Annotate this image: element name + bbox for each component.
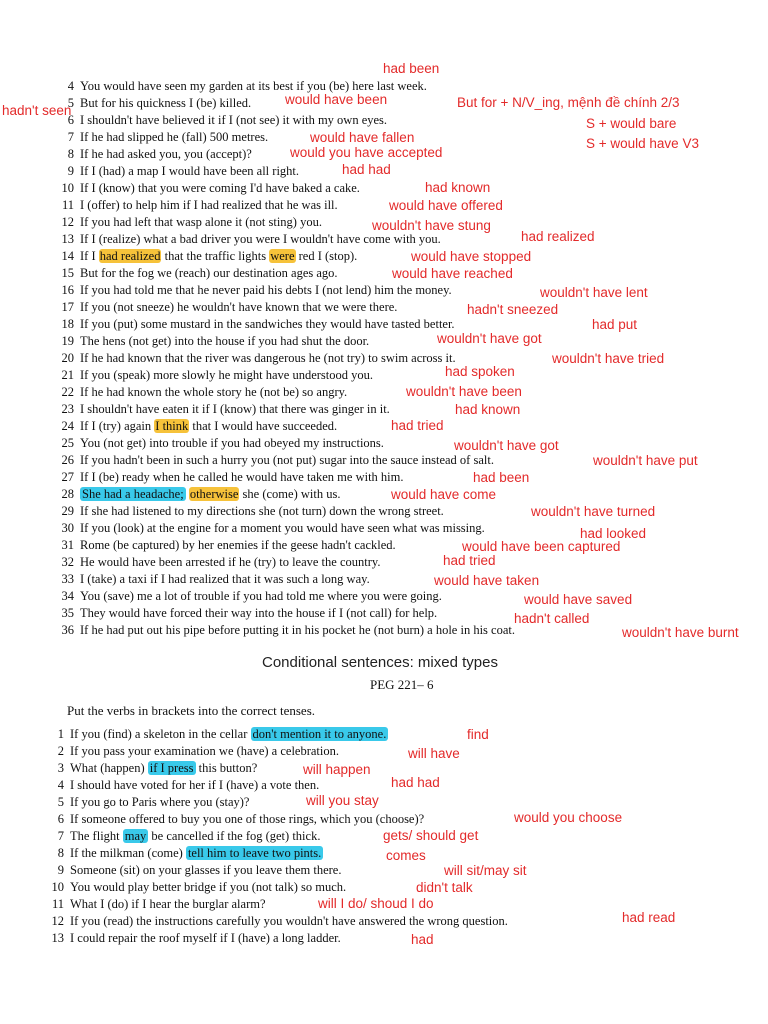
exercise-line: 20 If he had known that the river was dangerous he (not try) to swim across it. <box>61 351 456 365</box>
exercise-line: 11 What I (do) if I hear the burglar alarm? <box>51 897 266 911</box>
answer: didn't talk <box>416 880 473 895</box>
answer: would have taken <box>434 573 540 588</box>
answer: had been <box>473 470 530 485</box>
exercise-line: 8 If the milkman (come) tell him to leave two pints. <box>57 846 322 860</box>
answer: comes <box>386 848 426 863</box>
answer: wouldn't have turned <box>531 504 656 519</box>
highlight: She had a headache; <box>82 487 184 501</box>
exercise-line: 31 Rome (be captured) by her enemies if the geese hadn't cackled. <box>61 538 396 552</box>
answer: wouldn't have been <box>406 384 522 399</box>
exercise-line: 33 I (take) a taxi if I had realized that it was such a long way. <box>61 572 370 586</box>
highlight: if I press <box>149 761 194 775</box>
answer: would you have accepted <box>290 145 443 160</box>
highlight: otherwise <box>189 487 239 501</box>
exercise-line: 7 The flight may be cancelled if the fog (get) thick. <box>57 829 321 843</box>
answer: had read <box>622 910 676 925</box>
exercise-line: 6 If someone offered to buy you one of those rings, which you (choose)? <box>57 812 425 826</box>
exercise-line: 4 I should have voted for her if I (have) a vote then. <box>57 778 320 792</box>
answer: would have stopped <box>411 249 532 264</box>
answer: would you choose <box>514 810 623 825</box>
exercise-line: 1 If you (find) a skeleton in the cellar don't mention it to anyone. <box>57 727 387 741</box>
answer: had known <box>455 402 521 417</box>
answer: hadn't seen <box>2 103 72 118</box>
exercise-line: 35 They would have forced their way into the house if I (not call) for help. <box>61 606 438 620</box>
answer: would have saved <box>524 592 633 607</box>
exercise-line: 24 If I (try) again I think that I would have succeeded. <box>61 419 338 433</box>
exercise-line: 9 Someone (sit) on your glasses if you leave them there. <box>57 863 342 877</box>
margin-note: S + would bare <box>586 116 677 131</box>
answer: find <box>467 727 489 742</box>
answer: had tried <box>391 418 444 433</box>
exercise-line: 17 If you (not sneeze) he wouldn't have known that we were there. <box>61 300 398 314</box>
exercise-line: 14 If I had realized that the traffic lights were red I (stop). <box>61 249 358 263</box>
answer: had known <box>425 180 491 195</box>
exercise-line: 25 You (not get) into trouble if you had obeyed my instructions. <box>61 436 384 450</box>
highlight: were <box>270 249 295 263</box>
exercise-line: 3 What (happen) if I press this button? <box>57 761 258 775</box>
exercise-line: 12 If you (read) the instructions carefully you wouldn't have answered the wrong question. <box>51 914 508 928</box>
answer: would have been captured <box>462 539 621 554</box>
exercise-line: 23 I shouldn't have eaten it if I (know) that there was ginger in it. <box>61 402 390 416</box>
exercise-line: 32 He would have been arrested if he (try) to leave the country. <box>61 555 381 569</box>
answer: had looked <box>580 526 647 541</box>
exercise-line: 15 But for the fog we (reach) our destination ages ago. <box>61 266 338 280</box>
answer: will have <box>408 746 460 761</box>
margin-note: S + would have V3 <box>586 136 699 151</box>
exercise-line: 21 If you (speak) more slowly he might have understood you. <box>61 368 373 382</box>
exercise-line: 34 You (save) me a lot of trouble if you had told me where you were going. <box>61 589 442 603</box>
highlight: don't mention it to anyone. <box>252 727 387 741</box>
exercise-line: 29 If she had listened to my directions she (not turn) down the wrong street. <box>61 504 444 518</box>
answer: had put <box>592 317 638 332</box>
reference: PEG 221– 6 <box>370 677 434 692</box>
answer: wouldn't have tried <box>552 351 665 366</box>
answer: had tried <box>443 553 496 568</box>
answer: wouldn't have burnt <box>622 625 739 640</box>
answer: would have fallen <box>310 130 415 145</box>
exercise-line: 12 If you had left that wasp alone it (not sting) you. <box>61 215 322 229</box>
exercise-line: 13 If I (realize) what a bad driver you were I wouldn't have come with you. <box>61 232 441 246</box>
exercise-line: 27 If I (be) ready when he called he would have taken me with him. <box>61 470 404 484</box>
exercise-line: 6 I shouldn't have believed it if I (not see) it with my own eyes. <box>67 113 388 127</box>
answer: would have reached <box>392 266 513 281</box>
exercise-line: 36 If he had put out his pipe before putting it in his pocket he (not burn) a hole in his coat. <box>61 623 515 637</box>
exercise-line: 26 If you hadn't been in such a hurry you (not put) sugar into the sauce instead of salt. <box>61 453 494 467</box>
answer: had been <box>383 61 440 76</box>
exercise-line: 18 If you (put) some mustard in the sandwiches they would have tasted better. <box>61 317 455 331</box>
answer: had <box>411 932 434 947</box>
exercise-line: 28 She had a headache; otherwise she (come) with us. <box>61 487 341 501</box>
exercise-line: 2 If you pass your examination we (have) a celebration. <box>57 744 339 758</box>
answer: had realized <box>521 229 595 244</box>
answer: will I do/ shoud I do <box>318 896 434 911</box>
answer: wouldn't have got <box>454 438 559 453</box>
answer: would have come <box>391 487 497 502</box>
answer: gets/ should get <box>383 828 479 843</box>
section-heading: Conditional sentences: mixed types <box>262 654 498 671</box>
exercise-line: 13 I could repair the roof myself if I (have) a long ladder. <box>51 931 341 945</box>
exercise-line: 19 The hens (not get) into the house if you had shut the door. <box>61 334 370 348</box>
answer: wouldn't have stung <box>372 218 491 233</box>
margin-note: But for + N/V_ing, mệnh đề chính 2/3 <box>457 95 680 110</box>
answer: wouldn't have got <box>437 331 542 346</box>
exercise-line: 4 You would have seen my garden at its best if you (be) here last week. <box>67 79 427 93</box>
instruction: Put the verbs in brackets into the correct tenses. <box>67 703 316 718</box>
exercise-line: 5 If you go to Paris where you (stay)? <box>57 795 250 809</box>
exercise-line: 10 If I (know) that you were coming I'd have baked a cake. <box>61 181 360 195</box>
highlight: may <box>124 829 147 843</box>
exercise-line: 7 If he had slipped he (fall) 500 metres. <box>67 130 269 144</box>
exercise-line: 30 If you (look) at the engine for a moment you would have seen what was missing. <box>61 521 485 535</box>
exercise-line: 11 I (offer) to help him if I had realized that he was ill. <box>61 198 338 212</box>
highlight: tell him to leave two pints. <box>187 846 322 860</box>
answer: had had <box>391 775 440 790</box>
answer: wouldn't have put <box>593 453 698 468</box>
answer: had spoken <box>445 364 515 379</box>
highlight: had realized <box>99 249 161 263</box>
answer: will sit/may sit <box>444 863 527 878</box>
answer: hadn't called <box>514 611 590 626</box>
answer: will happen <box>303 762 371 777</box>
exercise-line: 9 If I (had) a map I would have been all right. <box>67 164 300 178</box>
highlight: I think <box>155 419 189 433</box>
exercise-line: 10 You would play better bridge if you (not talk) so much. <box>51 880 347 894</box>
answer: would have been <box>285 92 388 107</box>
exercise-line: 5 But for his quickness I (be) killed. <box>67 96 252 110</box>
exercise-line: 8 If he had asked you, you (accept)? <box>67 147 252 161</box>
answer: will you stay <box>306 793 379 808</box>
answer: had had <box>342 162 391 177</box>
answer: hadn't sneezed <box>467 302 559 317</box>
answer: wouldn't have lent <box>540 285 648 300</box>
answer: would have offered <box>389 198 503 213</box>
exercise-line: 22 If he had known the whole story he (not be) so angry. <box>61 385 348 399</box>
exercise-line: 16 If you had told me that he never paid his debts I (not lend) him the money. <box>61 283 452 297</box>
